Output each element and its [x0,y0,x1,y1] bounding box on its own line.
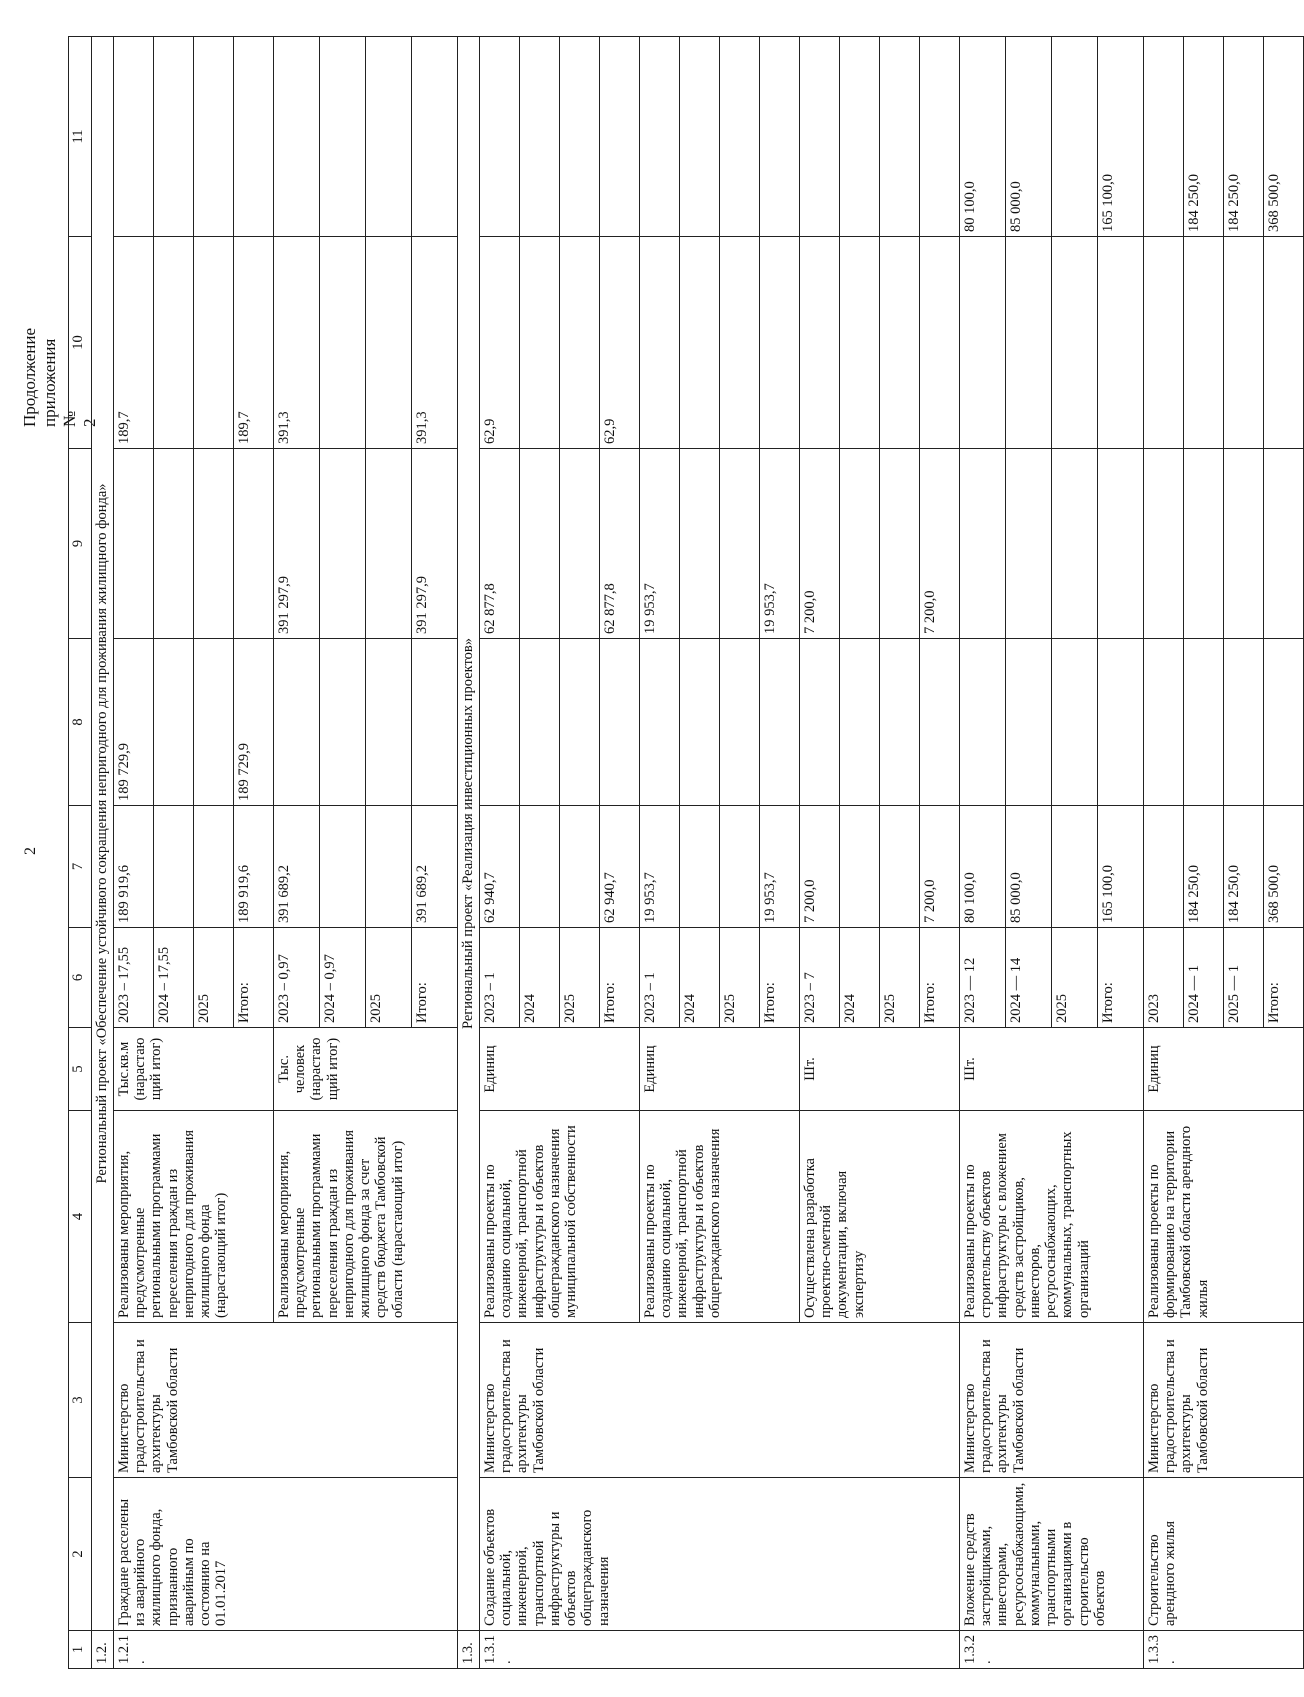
cell-value [320,449,366,639]
cell-value: 7 200,0 [920,449,960,639]
year-value: 2024 – 0,97 [320,928,366,1028]
cell-value [1052,806,1098,928]
document-page: 2 Продолжение приложения № 2 1 2 3 4 5 6 7 8 9 10 11 1.2. Региональный проект «Обеспечение устойчивого сокращения непригодного для проживания жилищного фонда» 1.2.1. Граждане расселены из аварийного жилищного фонда, признанного аварийным по состоянию на 01.01.2017 Министерство градостроительства и архитектуры Тамбовской области Реализованы мероприятия, предусмотренные региональными программами переселения граждан из непригодного для проживания жилищного фонда (нарастающий итог) Тыс.кв.м (нарастающий итог) 2023 – 17,55 189 919,6 189 729,9 189,7 2024 – 17,55 2025 Итого: 189 919,6 189 729,9 189,7 Реализованы мероприятия, предусмотренные региональными программами переселения граждан из непригодного для проживания жилищного фонда за счет средств бюджета Тамбовской области (нарастающий итог) Тыс. человек (нарастающий итог) 2023 – 0,97 391 689,2 391 297,9 391,3 2024 – 0,97 2025 Итого: 391 689,2 391 297,9 391,3 1.3. Региональный проект «Реализация инвестиционных проектов» 1.3.1. Создание объектов социальной, инженерной, транспортной инфраструктуры и объектов общегражданского назначения Министерство градостроительства и архитектуры Тамбовской области Реализованы проекты по созданию социальной, инженерной, транспортной инфраструктуры и объектов общегражданского назначения муниципальной собственности Единиц 2023 – 1 62 940,7 62 877,8 62,9 2024 2025 Итого: 62 940,7 62 877,8 62,9 Реализованы проекты по созданию социальной, инженерной, транспортной инфраструктуры и объектов общегражданского назначения Единиц 2023 – 1 19 953,7 19 953,7 2024 2025 Итого: 19 953,7 19 953,7 Осуществлена разработка проектно-сметной документации, включая экспертизу Шт. 2023 – 7 7 200,0 7 200,0 2024 2025 Итого: 7 200,0 7 200,0 1.3.2. Вложение средств застройщиками, инвесторами, ресурсоснабжающими, коммунальными, транспортными организациями в строительство объектов Министерство градостроительства и архитектуры Тамбовской области Реализованы проекты по строительству объектов инфраструктуры с вложением средств застройщиков, инвесторов, ресурсоснабжающих, коммунальных, транспортных организаций Шт. 2023 — 12 80 100,0 80 100,0 2024 — 14 85 000,0 85 000,0 2025 Итого: 165 100,0 165 100,0 1.3.3. Строительство арендного жилья Министерство градостроительства и архитектуры Тамбовской области Реализованы проекты по формированию на территории Тамбовской области арендного жилья Единиц 2023 2024 — 1 184 250,0 184 250,0 2025 — 1 184 250,0 184 250,0 Итого: 368 500,0 368 500,0 [0,0,1200,1697]
cell-value [1098,639,1144,806]
table-row [114,37,154,1669]
cell-value [840,806,880,928]
cell-value [560,806,600,928]
total-label: Итого: [600,928,640,1028]
cell-value [640,639,680,806]
cell-value [680,639,720,806]
cell-value [520,639,560,806]
cell-value [154,237,194,449]
year-value: 2025 [720,928,760,1028]
responsible-agency: Министерство градостроительства и архитектуры Тамбовской области [114,1323,458,1478]
cell-value [840,639,880,806]
cell-value [1144,37,1184,237]
cell-value: 19 953,7 [640,806,680,928]
cell-value [234,449,274,639]
cell-value [920,37,960,237]
indicator-text: Реализованы проекты по созданию социальной, инженерной, транспортной инфраструктуры и объектов общегражданского назначения [640,1111,800,1323]
total-label: Итого: [1098,928,1144,1028]
cell-value [1224,639,1264,806]
cell-value: 62 877,8 [480,449,520,639]
indicator-text: Реализованы проекты по созданию социальной, инженерной, транспортной инфраструктуры и объектов общегражданского назначения муниципальной собственности [480,1111,640,1323]
program-table [68,36,1304,1669]
cell-value: 391 297,9 [274,449,320,639]
cell-value [412,639,458,806]
page-number: 2 [22,847,39,855]
col-header: 1 [69,1631,92,1669]
cell-value [1006,237,1052,449]
cell-value: 368 500,0 [1264,806,1304,928]
year-value: 2025 [1052,928,1098,1028]
col-header: 2 [69,1478,92,1631]
cell-value [880,806,920,928]
cell-value [1264,449,1304,639]
cell-value [194,806,234,928]
cell-value: 391 689,2 [274,806,320,928]
cell-value [194,449,234,639]
year-value: 2025 [194,928,234,1028]
cell-value [720,37,760,237]
indicator-unit: Шт. [960,1028,1144,1111]
cell-value [880,37,920,237]
column-number-row [69,37,92,1669]
cell-value [760,639,800,806]
cell-value: 19 953,7 [760,449,800,639]
total-label: Итого: [1264,928,1304,1028]
cell-value [680,449,720,639]
cell-value [1052,449,1098,639]
cell-value: 85 000,0 [1006,806,1052,928]
cell-value [1184,237,1224,449]
cell-value: 391,3 [412,237,458,449]
cell-value: 189,7 [234,237,274,449]
cell-value [194,237,234,449]
cell-value: 184 250,0 [1224,37,1264,237]
cell-value: 80 100,0 [960,806,1006,928]
indicator-unit: Единиц [640,1028,800,1111]
cell-value: 7 200,0 [920,806,960,928]
cell-value [1264,639,1304,806]
cell-value [800,37,840,237]
cell-value [1052,237,1098,449]
indicator-unit: Единиц [1144,1028,1304,1111]
section-title: Региональный проект «Обеспечение устойчивого сокращения непригодного для проживания жилищного фонда» [92,37,114,1631]
cell-value [880,237,920,449]
cell-value [366,37,412,237]
measure-name: Вложение средств застройщиками, инвесторами, ресурсоснабжающими, коммунальными, транспортными организациями в строительство объектов [960,1478,1144,1631]
cell-value: 189 729,9 [114,639,154,806]
cell-value: 391 689,2 [412,806,458,928]
cell-value [366,806,412,928]
cell-value [1224,449,1264,639]
cell-value [960,449,1006,639]
cell-value [680,806,720,928]
indicator-text: Реализованы проекты по формированию на территории Тамбовской области арендного жилья [1144,1111,1304,1323]
measure-name: Создание объектов социальной, инженерной, транспортной инфраструктуры и объектов общегражданского назначения [480,1478,960,1631]
year-value: 2023 [1144,928,1184,1028]
cell-value [600,639,640,806]
cell-value [880,639,920,806]
cell-value [720,639,760,806]
cell-value [320,37,366,237]
row-number: 1.3.1. [480,1631,960,1669]
responsible-agency: Министерство градостроительства и архитектуры Тамбовской области [480,1323,960,1478]
cell-value [366,639,412,806]
col-header: 7 [69,806,92,928]
col-header: 9 [69,449,92,639]
cell-value [154,37,194,237]
indicator-text: Реализованы мероприятия, предусмотренные региональными программами переселения граждан из непригодного для проживания жилищного фонда за счет средств бюджета Тамбовской области (нарастающий итог) [274,1111,458,1323]
cell-value [1144,237,1184,449]
cell-value: 62 877,8 [600,449,640,639]
cell-value: 184 250,0 [1184,37,1224,237]
cell-value [194,639,234,806]
cell-value [1264,237,1304,449]
total-label: Итого: [234,928,274,1028]
year-value: 2024 [520,928,560,1028]
cell-value [320,806,366,928]
cell-value: 189 919,6 [234,806,274,928]
table-row [1144,37,1184,1669]
indicator-unit: Тыс. человек (нарастающий итог) [274,1028,458,1111]
cell-value [1184,639,1224,806]
cell-value [320,639,366,806]
cell-value [560,639,600,806]
cell-value [720,237,760,449]
cell-value: 189 729,9 [234,639,274,806]
cell-value: 368 500,0 [1264,37,1304,237]
cell-value [412,37,458,237]
total-label: Итого: [760,928,800,1028]
cell-value [840,237,880,449]
cell-value [560,237,600,449]
cell-value [1006,449,1052,639]
cell-value [1184,449,1224,639]
cell-value [800,237,840,449]
cell-value [760,237,800,449]
indicator-unit: Шт. [800,1028,960,1111]
section-number: 1.3. [458,1631,480,1669]
cell-value: 85 000,0 [1006,37,1052,237]
cell-value [840,37,880,237]
indicator-text: Реализованы проекты по строительству объектов инфраструктуры с вложением средств застройщиков, инвесторов, ресурсоснабжающих, коммунальных, транспортных организаций [960,1111,1144,1323]
cell-value [194,37,234,237]
cell-value [274,37,320,237]
year-value: 2025 [880,928,920,1028]
measure-name: Строительство арендного жилья [1144,1478,1304,1631]
cell-value: 62,9 [600,237,640,449]
section-title: Региональный проект «Реализация инвестиционных проектов» [458,37,480,1631]
cell-value [154,639,194,806]
cell-value: 189 919,6 [114,806,154,928]
total-label: Итого: [412,928,458,1028]
cell-value [560,37,600,237]
cell-value [520,37,560,237]
section-row [92,37,114,1669]
cell-value: 391 297,9 [412,449,458,639]
table-row [960,37,1006,1669]
year-value: 2023 – 1 [640,928,680,1028]
cell-value [480,37,520,237]
cell-value [1144,639,1184,806]
indicator-unit: Тыс.кв.м (нарастающий итог) [114,1028,274,1111]
cell-value [1098,237,1144,449]
cell-value [640,37,680,237]
cell-value: 184 250,0 [1184,806,1224,928]
indicator-text: Осуществлена разработка проектно-сметной документации, включая экспертизу [800,1111,960,1323]
col-header: 11 [69,37,92,237]
table-row [480,37,520,1669]
cell-value [800,639,840,806]
cell-value [114,449,154,639]
year-value: 2023 – 1 [480,928,520,1028]
cell-value [920,639,960,806]
cell-value [520,449,560,639]
cell-value: 19 953,7 [760,806,800,928]
cell-value [114,37,154,237]
cell-value [154,449,194,639]
total-label: Итого: [920,928,960,1028]
cell-value [320,237,366,449]
cell-value: 80 100,0 [960,37,1006,237]
year-value: 2024 — 14 [1006,928,1052,1028]
cell-value: 62 940,7 [480,806,520,928]
cell-value [840,449,880,639]
col-header: 10 [69,237,92,449]
col-header: 4 [69,1111,92,1323]
cell-value [520,806,560,928]
cell-value: 189,7 [114,237,154,449]
responsible-agency: Министерство градостроительства и архитектуры Тамбовской области [1144,1323,1304,1478]
row-number: 1.3.3. [1144,1631,1304,1669]
cell-value [1052,37,1098,237]
col-header: 5 [69,1028,92,1111]
col-header: 6 [69,928,92,1028]
cell-value [560,449,600,639]
cell-value: 7 200,0 [800,449,840,639]
year-value: 2025 [560,928,600,1028]
measure-name: Граждане расселены из аварийного жилищного фонда, признанного аварийным по состоянию на 01.01.2017 [114,1478,458,1631]
cell-value [520,237,560,449]
cell-value [1144,449,1184,639]
cell-value [480,639,520,806]
cell-value: 165 100,0 [1098,806,1144,928]
cell-value [1144,806,1184,928]
cell-value: 62,9 [480,237,520,449]
col-header: 3 [69,1323,92,1478]
indicator-unit: Единиц [480,1028,640,1111]
cell-value [680,237,720,449]
cell-value [760,37,800,237]
cell-value [960,237,1006,449]
cell-value [274,639,320,806]
cell-value [680,37,720,237]
year-value: 2023 – 17,55 [114,928,154,1028]
year-value: 2025 [366,928,412,1028]
year-value: 2023 – 0,97 [274,928,320,1028]
cell-value [154,806,194,928]
cell-value: 62 940,7 [600,806,640,928]
cell-value [366,449,412,639]
cell-value [1052,639,1098,806]
col-header: 8 [69,639,92,806]
year-value: 2023 – 7 [800,928,840,1028]
year-value: 2024 [840,928,880,1028]
cell-value [1224,237,1264,449]
cell-value [234,37,274,237]
cell-value [640,237,680,449]
section-row [458,37,480,1669]
year-value: 2024 – 17,55 [154,928,194,1028]
cell-value: 19 953,7 [640,449,680,639]
year-value: 2024 — 1 [1184,928,1224,1028]
cell-value [960,639,1006,806]
cell-value: 184 250,0 [1224,806,1264,928]
cell-value [600,37,640,237]
cell-value: 7 200,0 [800,806,840,928]
cell-value: 165 100,0 [1098,37,1144,237]
cell-value [880,449,920,639]
year-value: 2024 [680,928,720,1028]
section-number: 1.2. [92,1631,114,1669]
row-number: 1.3.2. [960,1631,1144,1669]
row-number: 1.2.1. [114,1631,458,1669]
responsible-agency: Министерство градостроительства и архитектуры Тамбовской области [960,1323,1144,1478]
year-value: 2023 — 12 [960,928,1006,1028]
indicator-text: Реализованы мероприятия, предусмотренные региональными программами переселения граждан из непригодного для проживания жилищного фонда (нарастающий итог) [114,1111,274,1323]
cell-value [1098,449,1144,639]
year-value: 2025 — 1 [1224,928,1264,1028]
cell-value [366,237,412,449]
cell-value [720,449,760,639]
cell-value [920,237,960,449]
cell-value: 391,3 [274,237,320,449]
cell-value [1006,639,1052,806]
cell-value [720,806,760,928]
